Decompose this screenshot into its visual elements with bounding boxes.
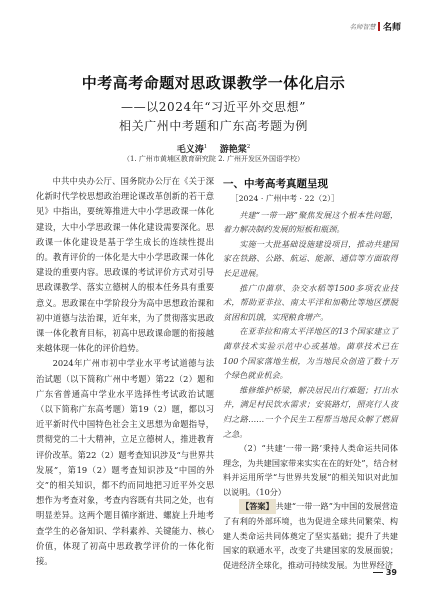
column-name: 名师 xyxy=(382,23,401,33)
author-affiliation: （1. 广州市黄埔区教育研究院 2. 广州开发区外国语学校） xyxy=(122,155,305,163)
section-heading: 一、中考高考真题呈现 xyxy=(223,178,328,190)
page-header xyxy=(0,0,427,44)
column-small-label: 名师智慧 xyxy=(349,23,376,31)
author-1: 毛义涛 xyxy=(176,145,204,155)
column-divider xyxy=(378,22,380,31)
author-2-sup: 2 xyxy=(246,144,251,150)
left-paragraph-1: 中共中央办公厅、国务院办公厅在《关于深化新时代学校思想政治理论课改革创新的若干意见》中指出，要统筹推进大中小学思政课一体化建设，大中小学思政课一体化建设需要深化。思政课一体化建设是基于学生成长的连续性提出的。教育评价的一体化是大中小学思政课一体化建设的重要内容。思政课的考试评价方式对引导思政课教学、落实立德树人的根本任务具有重要意义。思政课在中学阶段分为高中思想政治课和初中道德与法治课，近年来，为了贯彻落实思政课一体化教育目标，初高中思政课命题的衔接越来越体现一体化的评价趋势。 xyxy=(36,176,214,354)
article-title: 中考高考命题对思政课教学一体化启示 xyxy=(81,74,346,92)
author-2: 游艳棠 xyxy=(219,145,247,155)
question-source: ［2024 · 广州中考 · 22（2）］ xyxy=(230,194,339,203)
page-number-text: 39 xyxy=(385,568,397,577)
question-material-3: 在亚非拉和南太平洋地区的13个国家建立了菌草技术实验示范中心或基地。菌草技术已在100个国家落地生根，为当地民众创造了数十万个绿色就业机会。 xyxy=(223,326,398,381)
article-subtitle-line2: 相关广州中考题和广东高考题为例 xyxy=(118,119,308,133)
column-tag xyxy=(349,20,401,33)
left-paragraph-2: 2024年广州市初中学业水平考试道德与法治试题（以下简称广州中考题）第22（2）题和广东省普通高中学业水平选择性考试政治试题（以下简称广东高考题）第19（2）题，都以习近平新时代中国特色社会主义思想为命题指导，贯彻党的二十大精神，立足立德树人，推进教育评价改革。第22（2）题考查知识涉及“与世界共发展”，第19（2）题考查知识涉及“中国的外交”的相关知识，都不约而同地把习近平外交思想作为考查对象，考查内容既有共同之处，也有明显差异。这两个题目循序渐进、螺旋上升地考查学生的必备知识、学科素养、关键能力、核心价值，体现了初高中思政教学评价的一体化衔接。 xyxy=(36,358,214,567)
question-material-4: 维修维护桥梁，解决居民出行难题；打出水井，满足村民饮水需求；安装路灯，照亮行人夜归之路……一个个民生工程帮当地民众解了燃眉之急。 xyxy=(223,384,398,439)
question-material-2: 推广巾菌草、杂交水稻等1500多项农业技术，帮助亚非拉、南太平洋和加勒比等地区摆脱贫困和饥饿，实现粮食增产。 xyxy=(223,282,398,322)
author-1-sup: 1 xyxy=(203,144,208,150)
page-number-bar xyxy=(373,572,383,573)
answer-paragraph xyxy=(223,499,398,572)
left-column xyxy=(36,174,214,569)
question-material-1: 实施一大批基础设施建设项目，推动共建国家在铁路、公路、航运、能源、通信等方面取得长足进展。 xyxy=(223,238,398,278)
right-column xyxy=(223,176,398,572)
answer-label: 【答案】 xyxy=(239,499,275,514)
question-task: （2）“共建‘一带一路’秉持人类命运共同体理念，为共建国家带来实实在在的好处”，结合材料并运用所学“与世界共发展”的相关知识对此加以说明。（10分） xyxy=(223,443,398,497)
page-number xyxy=(373,568,397,577)
article-subtitle-line1: ——以2024年“习近平外交思想” xyxy=(120,100,306,114)
answer-text: 共建“一带一路”为中国的发展营造了有利的外部环境，也为促进全球共同繁荣、构建人类命运共同体奠定了坚实基础；提升了共建国家的联通水平，改变了共建国家的发展面貌；促进经济全球化，推动可持续发展。为世界经济 xyxy=(223,501,398,570)
question-intro: 共建“一带一路”聚焦发展这个根本性问题，着力解决制约发展的短板和瓶颈。 xyxy=(223,209,398,235)
